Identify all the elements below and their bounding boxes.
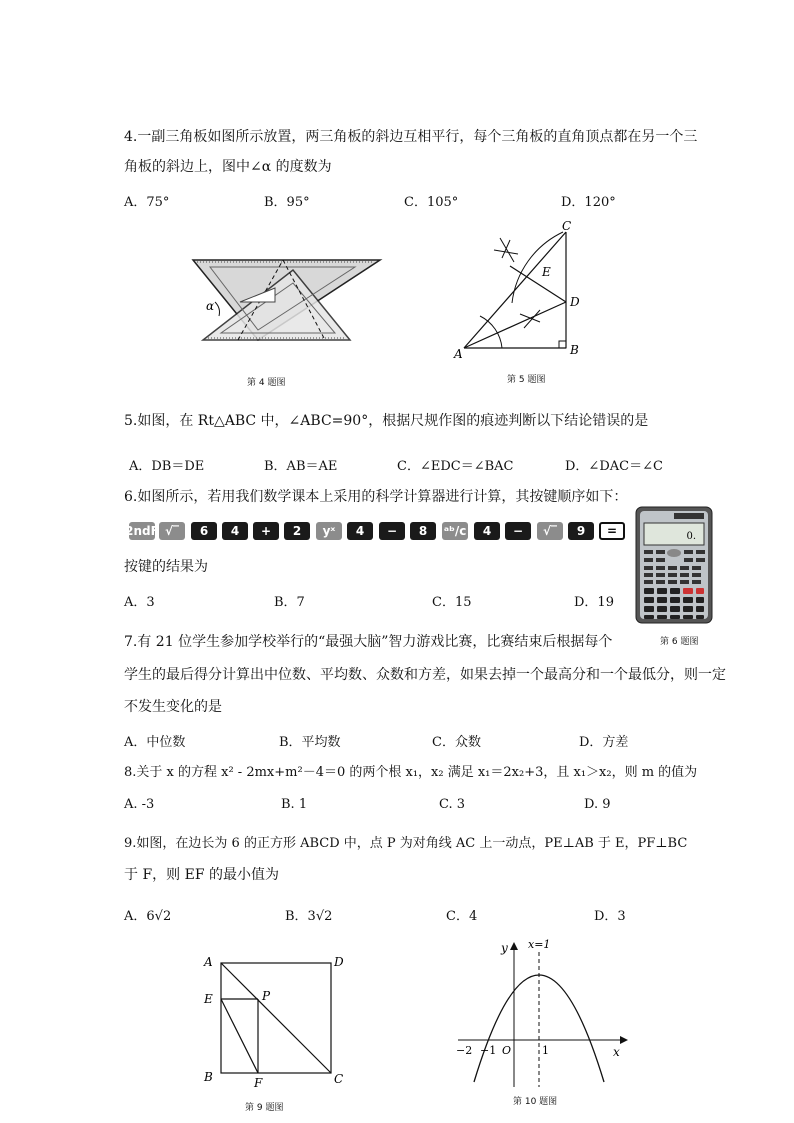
key-fraction: ᵃᵇ/c bbox=[443, 524, 467, 538]
q9-caption: 第 9 题图 bbox=[245, 1103, 284, 1113]
q4-angle-arc bbox=[215, 302, 220, 316]
key-2: 2 bbox=[284, 522, 310, 540]
q5-option-b: B．AB＝AE bbox=[264, 459, 338, 474]
q5-cross-mark-bottom bbox=[520, 310, 540, 328]
key-sqrt: √‾ bbox=[159, 522, 185, 540]
q5-option-d: D．∠DAC＝∠C bbox=[565, 459, 663, 474]
calculator-image bbox=[634, 505, 714, 625]
q6-text-line1: 6.如图所示，若用我们数学课本上采用的科学计算器进行计算，其按键顺序如下： bbox=[124, 489, 628, 505]
q9-point-a: A bbox=[204, 955, 213, 969]
q7-text-line1: 7.有 21 位学生参加学校举行的“最强大脑”智力游戏比赛，比赛结束后根据每个 bbox=[124, 634, 613, 650]
q5-point-e: E bbox=[542, 265, 551, 279]
q4-option-c: C．105° bbox=[404, 195, 459, 210]
key-power: yˣ bbox=[316, 522, 342, 540]
q6-option-d: D．19 bbox=[574, 595, 614, 610]
q9-point-f: F bbox=[254, 1076, 263, 1090]
q8-option-a: A. -3 bbox=[124, 797, 155, 812]
q5-figure bbox=[450, 218, 600, 363]
q7-option-d: D．方差 bbox=[579, 735, 629, 750]
q10-x-arrow bbox=[620, 1036, 628, 1044]
q6-option-a: A．3 bbox=[124, 595, 155, 610]
q7-option-a: A．中位数 bbox=[124, 735, 186, 750]
calculator-display: 0. bbox=[686, 531, 696, 542]
key-minus: − bbox=[379, 522, 405, 540]
key-plus: + bbox=[253, 522, 279, 540]
q4-option-b: B．95° bbox=[264, 195, 310, 210]
q10-origin: O bbox=[502, 1044, 512, 1057]
q10-label-y: y bbox=[501, 941, 508, 955]
q5-text-line1: 5.如图，在 Rt△ABC 中，∠ABC=90°，根据尺规作图的痕迹判断以下结论错误的是 bbox=[124, 413, 649, 429]
q9-option-a: A．6√2 bbox=[124, 909, 172, 924]
key-4b: 4 bbox=[347, 522, 373, 540]
q9-option-d: D．3 bbox=[594, 909, 626, 924]
q10-y-arrow bbox=[510, 942, 518, 950]
q9-point-d: D bbox=[334, 955, 344, 969]
q9-option-c: C．4 bbox=[446, 909, 478, 924]
q8-text-line1: 8.关于 x 的方程 x² - 2mx+m²－4＝0 的两个根 x₁，x₂ 满足 x₁＝2x₂+3，且 x₁＞x₂，则 m 的值为 bbox=[124, 765, 698, 780]
key-4c: 4 bbox=[474, 522, 500, 540]
q9-option-b: B．3√2 bbox=[285, 909, 333, 924]
q10-tick-neg1: −1 bbox=[480, 1044, 497, 1057]
q9-point-e: E bbox=[204, 992, 213, 1006]
q8-option-c: C. 3 bbox=[439, 797, 466, 812]
q6-option-c: C．15 bbox=[432, 595, 472, 610]
q5-option-a: A．DB＝DE bbox=[129, 459, 205, 474]
q5-segment-ad bbox=[464, 302, 566, 348]
key-8: 8 bbox=[410, 522, 436, 540]
key-minus-2: − bbox=[505, 522, 531, 540]
q5-caption: 第 5 题图 bbox=[507, 375, 546, 385]
q5-arc-large bbox=[512, 232, 563, 303]
q9-point-p: P bbox=[262, 989, 271, 1003]
q4-caption: 第 4 题图 bbox=[247, 378, 286, 388]
key-equals: = bbox=[599, 522, 625, 540]
q7-option-c: C．众数 bbox=[432, 735, 481, 750]
q9-text-line2: 于 F，则 EF 的最小值为 bbox=[124, 867, 279, 883]
q5-point-c: C bbox=[562, 219, 572, 233]
q6-caption: 第 6 题图 bbox=[660, 637, 699, 647]
q10-tick-1: 1 bbox=[542, 1044, 549, 1057]
q5-point-b: B bbox=[570, 343, 579, 357]
q5-point-d: D bbox=[570, 295, 580, 309]
q5-cross-mark-top bbox=[494, 238, 518, 262]
q7-text-line3: 不发生变化的是 bbox=[124, 699, 222, 715]
q10-label-x: x bbox=[613, 1045, 620, 1059]
q7-text-line2: 学生的最后得分计算出中位数、平均数、众数和方差，如果去掉一个最高分和一个最低分，则一定 bbox=[124, 667, 726, 683]
q5-segment-ed bbox=[510, 266, 566, 302]
q4-text-line1: 4.一副三角板如图所示放置，两三角板的斜边互相平行，每个三角板的直角顶点都在另一个三 bbox=[124, 129, 698, 145]
q4-alpha-label: α bbox=[206, 299, 215, 313]
q8-option-d: D. 9 bbox=[584, 797, 611, 812]
q5-right-angle-mark bbox=[559, 341, 566, 348]
key-9: 9 bbox=[568, 522, 594, 540]
key-sqrt-2: √‾ bbox=[537, 522, 563, 540]
q4-option-d: D．120° bbox=[561, 195, 616, 210]
key-6: 6 bbox=[191, 522, 217, 540]
key-4: 4 bbox=[222, 522, 248, 540]
q9-point-b: B bbox=[204, 1070, 213, 1084]
q4-triangle-figure bbox=[185, 250, 385, 350]
q10-tick-neg2: −2 bbox=[456, 1044, 473, 1057]
key-2ndf: 2ndF bbox=[125, 524, 159, 538]
q6-option-b: B．7 bbox=[274, 595, 305, 610]
q7-option-b: B．平均数 bbox=[279, 735, 341, 750]
q10-label-axis: x=1 bbox=[528, 938, 551, 951]
q4-option-a: A．75° bbox=[124, 195, 170, 210]
q9-figure bbox=[200, 950, 360, 1090]
q5-point-a: A bbox=[454, 347, 463, 361]
q10-caption: 第 10 题图 bbox=[513, 1097, 558, 1107]
q5-side-ac bbox=[464, 232, 566, 348]
q9-diagonal-ac bbox=[221, 963, 331, 1073]
q4-text-line2: 角板的斜边上，图中∠α 的度数为 bbox=[124, 159, 332, 175]
q6-text-line2: 按键的结果为 bbox=[124, 559, 208, 575]
q8-option-b: B. 1 bbox=[281, 797, 308, 812]
q9-point-c: C bbox=[334, 1072, 344, 1086]
q10-figure bbox=[448, 932, 638, 1092]
q5-option-c: C．∠EDC＝∠BAC bbox=[397, 459, 514, 474]
q9-segment-ef bbox=[221, 999, 258, 1073]
q9-text-line1: 9.如图，在边长为 6 的正方形 ABCD 中，点 P 为对角线 AC 上一动点，PE⊥AB 于 E，PF⊥BC bbox=[124, 836, 688, 851]
